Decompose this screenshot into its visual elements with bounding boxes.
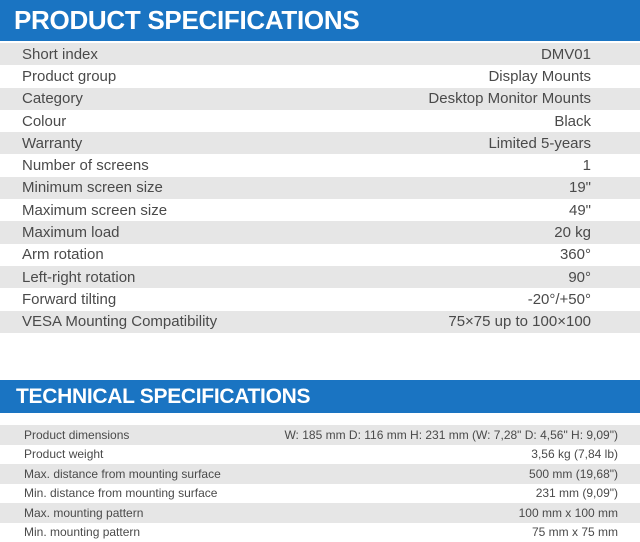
product-specifications-table (0, 43, 640, 333)
spec-value: 90° (568, 268, 591, 286)
tech-value: 231 mm (9,09") (535, 486, 618, 501)
tech-value: 100 mm x 100 mm (518, 505, 618, 520)
tech-label: Product dimensions (24, 427, 130, 442)
spec-value: 1 (582, 157, 591, 175)
spec-value: 360° (559, 246, 591, 264)
tech-row-product-weight (0, 445, 640, 465)
tech-label: Max. mounting pattern (24, 505, 144, 520)
spec-value: 75×75 up to 100×100 (448, 313, 591, 331)
spec-label: Short index (22, 45, 98, 63)
tech-row-max-mounting-pattern (0, 503, 640, 523)
spec-label: Warranty (22, 134, 83, 152)
tech-label: Max. distance from mounting surface (24, 466, 221, 481)
spec-label: Maximum load (22, 224, 120, 242)
spec-label: VESA Mounting Compatibility (22, 313, 218, 331)
tech-value: W: 185 mm D: 116 mm H: 231 mm (W: 7,28" D: 4,56" H: 9,09") (284, 427, 618, 442)
spec-row-minimum-screen-size (0, 177, 640, 199)
spec-row-maximum-screen-size (0, 199, 640, 221)
tech-value: 75 mm x 75 mm (531, 525, 618, 540)
tech-value: 500 mm (19,68") (529, 466, 618, 481)
spec-row-product-group (0, 65, 640, 87)
spec-label: Minimum screen size (22, 179, 163, 197)
spec-value: Limited 5-years (488, 134, 591, 152)
spec-row-colour (0, 110, 640, 132)
tech-row-product-dimensions (0, 425, 640, 445)
spec-value: Desktop Monitor Mounts (428, 90, 591, 108)
spec-row-warranty (0, 132, 640, 154)
spec-label: Category (22, 90, 83, 108)
spec-row-short-index (0, 43, 640, 65)
spec-row-left-right-rotation (0, 266, 640, 288)
spec-label: Colour (22, 112, 67, 130)
spec-row-forward-tilting (0, 288, 640, 310)
spec-label: Arm rotation (22, 246, 104, 264)
spec-value: 19" (568, 179, 591, 197)
tech-value: 3,56 kg (7,84 lb) (531, 447, 618, 462)
tech-label: Min. mounting pattern (24, 525, 141, 540)
spec-value: Black (554, 112, 591, 130)
tech-row-min-mounting-pattern (0, 523, 640, 542)
spec-value: DMV01 (540, 45, 591, 63)
tech-label: Min. distance from mounting surface (24, 486, 218, 501)
spec-row-number-of-screens (0, 154, 640, 176)
spec-label: Forward tilting (22, 290, 117, 308)
spec-value: 49" (568, 201, 591, 219)
spec-label: Product group (22, 67, 117, 85)
product-specifications-header: PRODUCT SPECIFICATIONS (0, 0, 640, 41)
spec-row-arm-rotation (0, 244, 640, 266)
technical-specifications-table (0, 425, 640, 542)
spec-label: Maximum screen size (22, 201, 168, 219)
spec-row-category (0, 88, 640, 110)
spec-label: Left-right rotation (22, 268, 136, 286)
spec-label: Number of screens (22, 157, 149, 175)
tech-label: Product weight (24, 447, 104, 462)
spec-row-maximum-load (0, 221, 640, 243)
tech-row-max-distance (0, 464, 640, 484)
spec-value: Display Mounts (488, 67, 591, 85)
technical-specifications-header: TECHNICAL SPECIFICATIONS (0, 380, 640, 413)
spec-value: -20°/+50° (527, 290, 591, 308)
spec-value: 20 kg (554, 224, 591, 242)
spec-row-vesa-compatibility (0, 311, 640, 333)
tech-row-min-distance (0, 484, 640, 504)
